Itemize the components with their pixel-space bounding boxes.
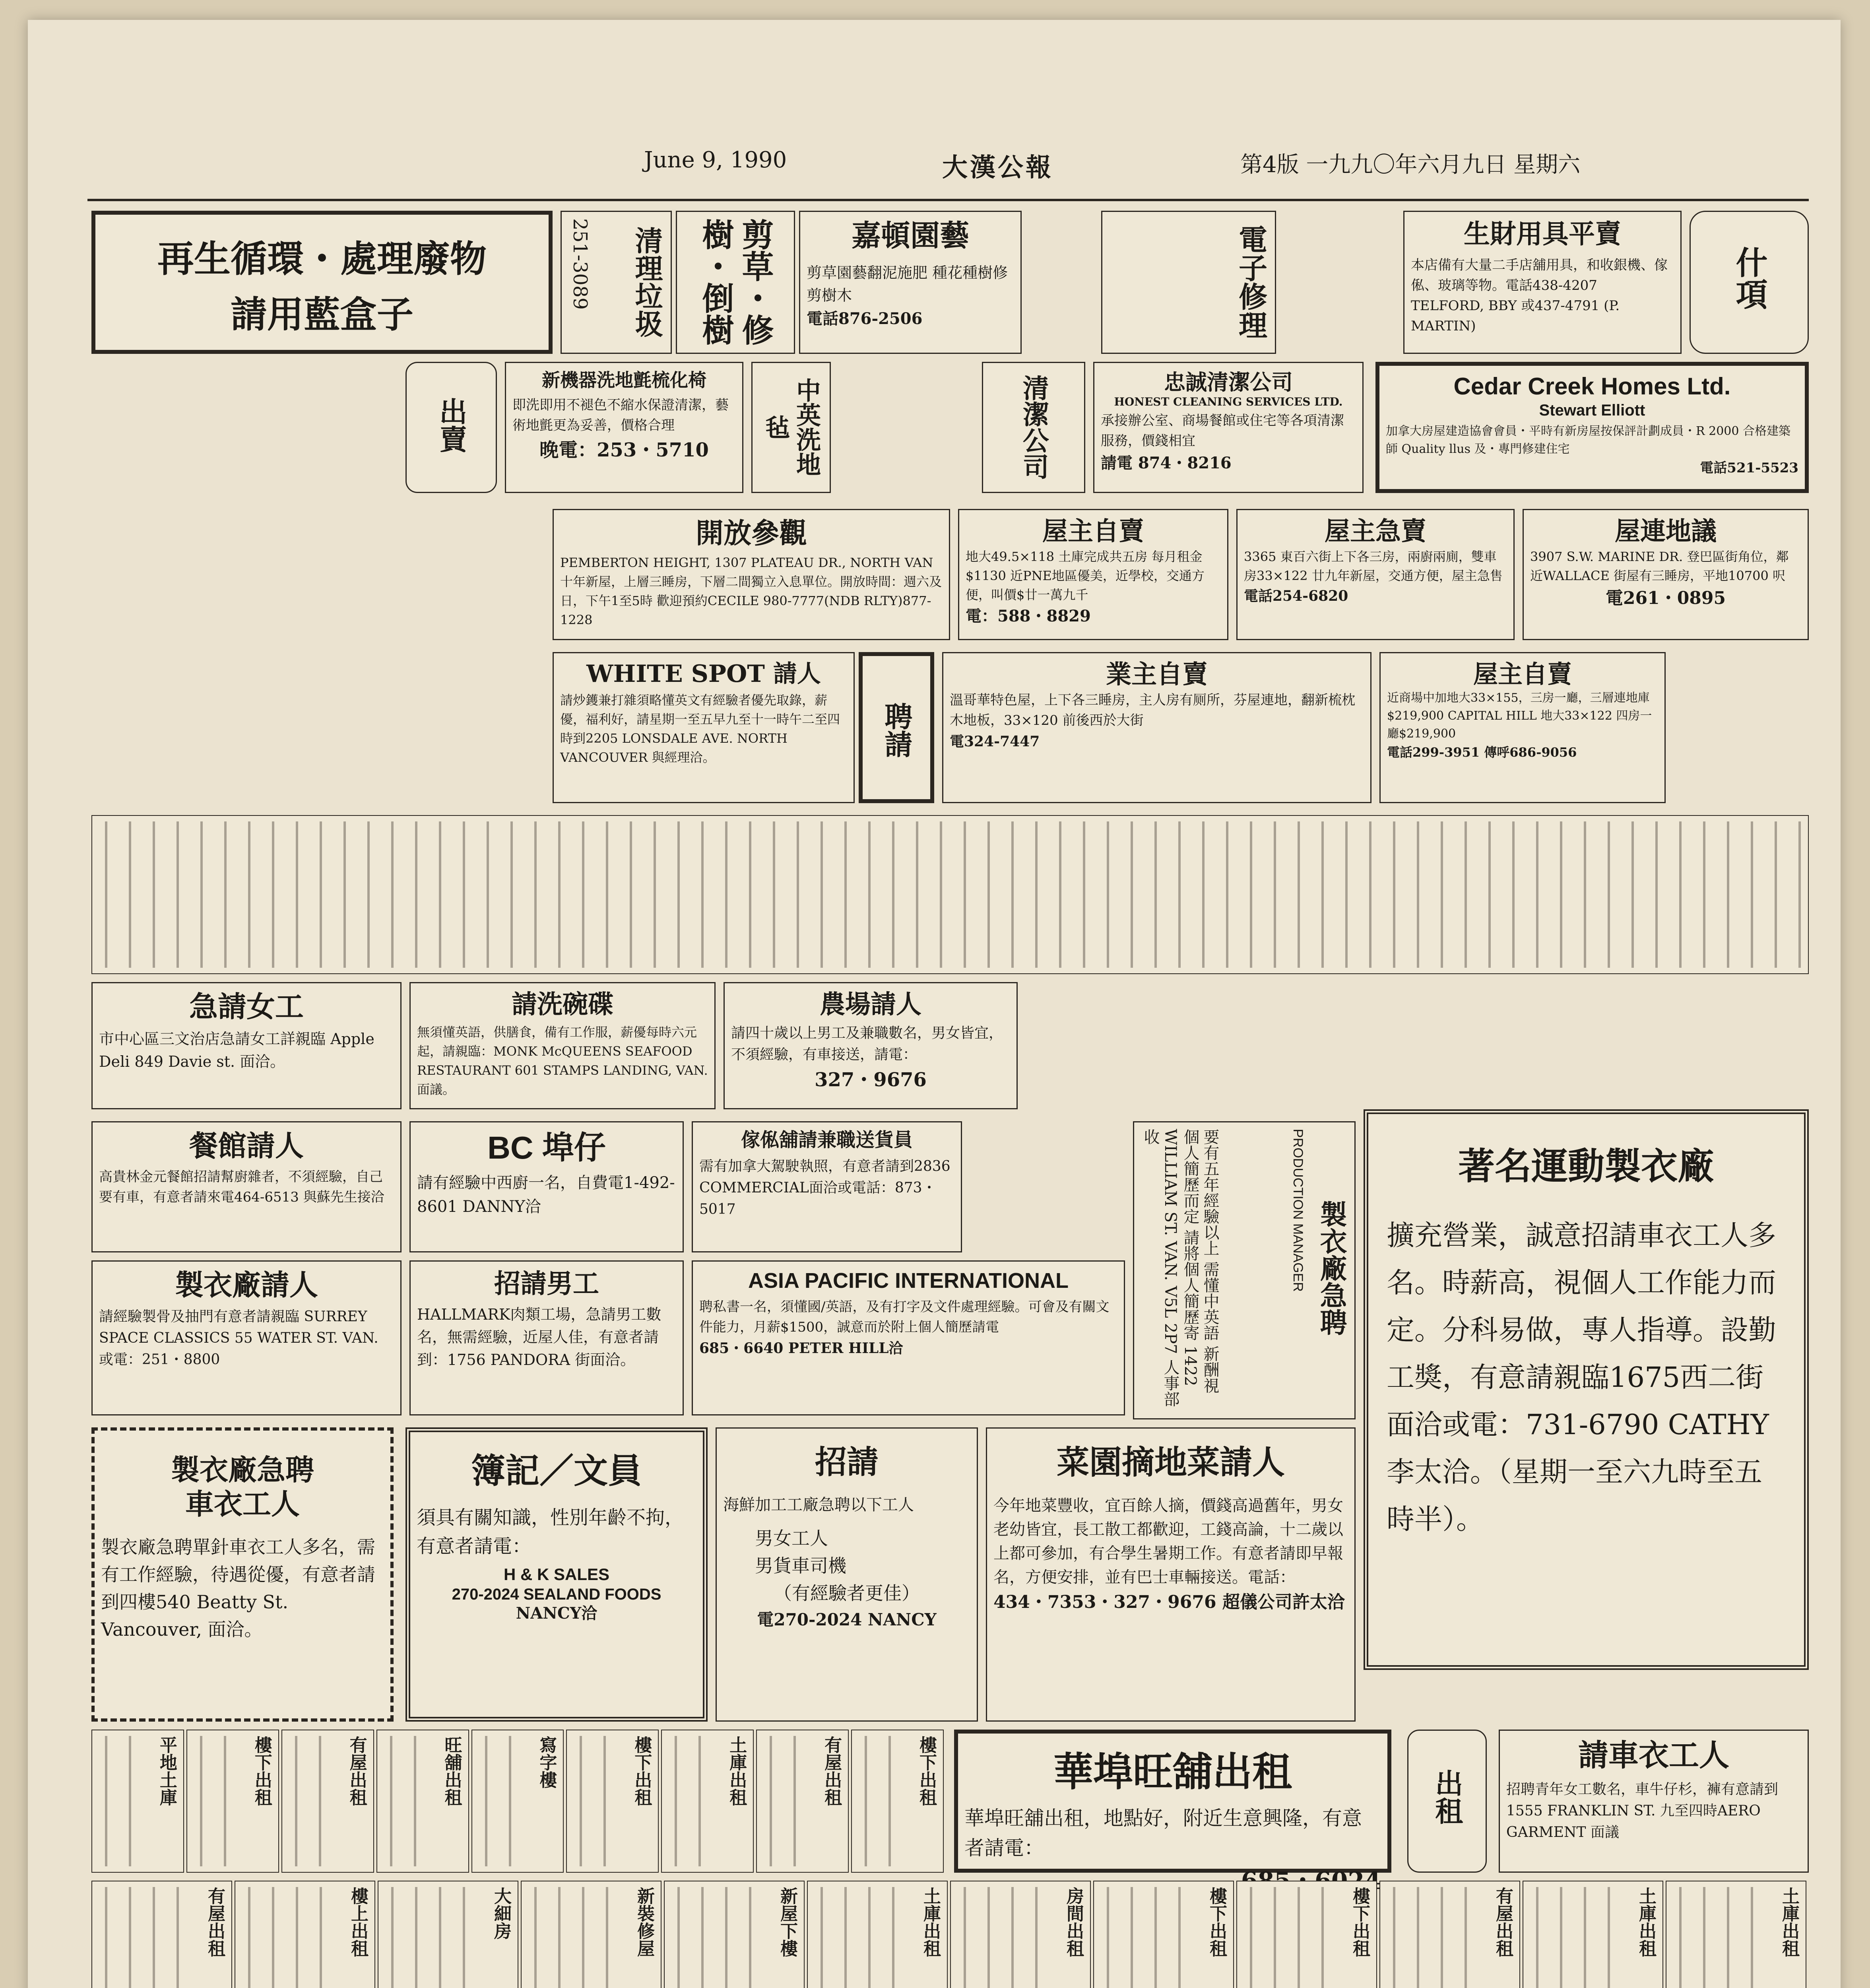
garden-phone: 電話876-2506 [807, 309, 923, 328]
rental-listing [186, 1730, 279, 1873]
recruit-label-box [859, 652, 934, 803]
listing-heading: 新裝修屋 [634, 1887, 654, 1957]
asia-pacific-ad [692, 1260, 1125, 1415]
urgent-sale-phone: 電話254-6820 [1244, 587, 1348, 604]
male-worker-title: 招請男工 [494, 1268, 599, 1299]
listing-text-columns [1670, 1887, 1754, 1988]
listing-text-columns [812, 1887, 895, 1988]
restaurant-hiring-title: 餐館請人 [189, 1129, 304, 1163]
listing-heading: 樓上出租 [348, 1887, 368, 1957]
male-worker-body: HALLMARK肉類工場，急請男工數名，無需經驗，近屋人佳，有意者請到：1756 PANDORA 街面洽。 [417, 1306, 661, 1369]
farm-title: 農場請人 [820, 990, 921, 1019]
owner-sale3-body: 近商場中加地大33×155，三房一廳，三層連地庫$219,900 CAPITAL HILL 地大33×122 四房一廳$219,900 [1387, 691, 1652, 741]
listing-heading: 新屋下樓 [777, 1887, 797, 1957]
garment-hiring-body: 請經驗製骨及抽門有意者請親臨 SURREY SPACE CLASSICS 55 WATER ST. VAN. 或電：251・8800 [99, 1309, 378, 1368]
chinatown-rent-ad [954, 1730, 1391, 1873]
listing-text-columns [955, 1887, 1038, 1988]
bookkeeper-address: 270-2024 SEALAND FOODS [452, 1585, 661, 1603]
listing-text-columns [1241, 1887, 1325, 1988]
misc-label-box [1690, 211, 1809, 354]
listing-text-columns [526, 1887, 609, 1988]
electronics-title: 電子修理 [1234, 225, 1268, 339]
rental-listing [521, 1881, 661, 1988]
garment-hiring-ad [91, 1260, 402, 1415]
production-manager-ad [1133, 1121, 1356, 1419]
listing-heading: 寫字樓 [536, 1736, 557, 1788]
machine-title: 新機器洗地氈梳化椅 [542, 369, 706, 391]
furniture-title: 傢俬舖請兼職送貨員 [741, 1129, 913, 1151]
owner-sale1-title: 屋主自賣 [1042, 516, 1144, 546]
garment-urgent-title: 製衣廠急聘 [171, 1453, 314, 1487]
listing-text-columns [669, 1887, 752, 1988]
seafood-note: （有經驗者更佳） [774, 1582, 920, 1604]
rental-listing [1236, 1881, 1377, 1988]
chinatown-rent-title: 華埠旺舖出租 [1053, 1748, 1292, 1795]
furniture-ad [692, 1121, 962, 1252]
cedar-title: Cedar Creek Homes Ltd. [1453, 373, 1731, 400]
mowing-title: 剪草・修樹・倒樹 [697, 218, 774, 346]
open-house-title: 開放參觀 [696, 516, 807, 549]
garden-ad [799, 211, 1022, 354]
owner-sale3-phone: 電話299-3951 傳呼686-9056 [1387, 745, 1577, 760]
garment-hiring-title: 製衣廠請人 [175, 1268, 318, 1302]
famous-garment-ad [1364, 1109, 1809, 1670]
listing-heading: 樓下出租 [916, 1736, 937, 1806]
honest-title: 忠誠清潔公司 [1164, 369, 1293, 395]
listing-text-columns [191, 1736, 227, 1866]
honest-phone: 請電 874・8216 [1101, 454, 1232, 473]
listing-heading: 樓下出租 [631, 1736, 652, 1806]
famous-garment-body: 擴充營業，誠意招請車衣工人多名。時薪高，視個人工作能力而定。分科易做，專人指導。設勤工獎，有意請親臨1675西二街面洽或電：731-6790 CATHY 李太洽。（星期一至六九時至五時半）。 [1387, 1219, 1776, 1536]
listing-text-columns [476, 1736, 512, 1866]
sewing-hiring-body: 招聘青年女工數名，車牛仔杉，褲有意請到1555 FRANKLIN ST. 九至四時AERO GARMENT 面議 [1506, 1781, 1779, 1841]
listing-heading: 有屋出租 [821, 1736, 842, 1806]
rental-listing [471, 1730, 564, 1873]
sale-label: 出賣 [435, 397, 468, 453]
seamstress-ad [91, 982, 402, 1109]
land-house-ad [1523, 509, 1809, 640]
white-spot-ad [553, 652, 855, 803]
owner-sale3-title: 屋主自賣 [1473, 660, 1572, 689]
header-date: June 9, 1990 [644, 147, 787, 173]
rental-listing [851, 1730, 944, 1873]
cedar-ad [1375, 362, 1809, 493]
restaurant-hiring-body: 高貴林金元餐館招請幫廚雜者，不須經驗，自己要有車，有意者請來電464-6513 與蘇先生接洽 [99, 1169, 384, 1206]
rent-label-box [1407, 1730, 1487, 1873]
listing-heading: 土庫出租 [920, 1887, 941, 1957]
owner-sale1-ad [958, 509, 1228, 640]
restaurant-hiring-ad [91, 1121, 402, 1252]
machine-body: 即洗即用不褪色不縮水保證清潔，藝術地氈更為妥善，價格合理 [512, 397, 729, 434]
listing-heading: 樓下出租 [1350, 1887, 1370, 1957]
machine-phone: 晚電：253・5710 [539, 439, 709, 462]
owner-sale2-body: 溫哥華特色屋，上下各三睡房，主人房有厕所，芬屋連地，翻新梳枕木地板，33×120 前後西於大街 [950, 692, 1355, 728]
goods-title: 生財用具平賣 [1464, 218, 1621, 249]
bookkeeper-company: H & K SALES [503, 1565, 610, 1584]
asia-pacific-phone: 685・6640 PETER HILL洽 [699, 1340, 903, 1357]
bookkeeper-body: 須具有關知識，性別年齡不拘，有意者請電： [417, 1507, 684, 1558]
goods-ad [1403, 211, 1682, 354]
seafood-item-2: 男貨車司機 [755, 1555, 846, 1576]
seafood-item-1: 男女工人 [755, 1528, 828, 1549]
rental-listing [1379, 1881, 1520, 1988]
open-house-ad [553, 509, 950, 640]
farm-ad [724, 982, 1018, 1109]
land-house-title: 屋連地議 [1615, 516, 1717, 546]
sewing-hiring-ad [1499, 1730, 1809, 1873]
rental-listing [281, 1730, 374, 1873]
electronics-ad [1101, 211, 1276, 354]
rental-listing [566, 1730, 659, 1873]
rental-listing [664, 1881, 805, 1988]
garment-urgent-subtitle: 車衣工人 [185, 1487, 300, 1521]
owner-sale1-phone: 電：588・8829 [966, 606, 1091, 625]
seafood-body: 海鮮加工工廠急聘以下工人 [723, 1496, 914, 1514]
seafood-ad [716, 1427, 978, 1722]
cleanup-phone: 251-3089 [569, 218, 591, 310]
recruit-label: 聘請 [880, 702, 913, 758]
owner-sale2-ad [942, 652, 1371, 803]
listing-text-columns [381, 1736, 417, 1866]
production-manager-role: PRODUCTION MANAGER [1290, 1129, 1306, 1292]
listing-text-columns [286, 1736, 322, 1866]
misc-label: 什項 [1730, 246, 1768, 310]
bc-chinatown-title: BC 埠仔 [487, 1130, 606, 1165]
white-spot-body: 請炒鑊兼打雜須略懂英文有經驗者優先取錄，薪優，福利好，請星期一至五早九至十一時午二至四時到2205 LONSDALE AVE. NORTH VANCOUVER 與經理洽。 [560, 693, 840, 765]
help-wanted-band [91, 815, 1809, 974]
carpet-ad [751, 362, 831, 493]
rental-listing [661, 1730, 754, 1873]
production-manager-body: 要有五年經驗以上 需懂中英語 新酬視個人簡歷而定 請將個人簡歷寄 1422 WILLIAM ST. VAN. V5L 2P7 人事部收 [1141, 1129, 1219, 1407]
asia-pacific-body: 聘私書一名，須懂國/英語，及有打字及文件處理經驗。可會及有關文件能力，月薪$1500，誠意而於附上個人簡歷請電 [699, 1299, 1110, 1335]
owner-sale1-body: 地大49.5×118 土庫完成共五房 每月租金$1130 近PNE地區優美，近學校，交通方便，叫價$廿一萬九千 [966, 549, 1205, 602]
newspaper-sheet [28, 20, 1841, 1988]
machine-ad [505, 362, 743, 493]
carpet-title: 中英洗地毡 [761, 378, 821, 476]
bookkeeper-title: 簿記／文員 [471, 1451, 642, 1491]
bookkeeper-ad [405, 1427, 708, 1722]
garden-body: 剪草園藝翻泥施肥 種花種樹修剪樹木 [807, 264, 1008, 304]
land-house-body: 3907 S.W. MARINE DR. 登巴區街角位，鄰近WALLACE 街屋有三睡房，平地10700 呎 [1530, 549, 1789, 583]
listing-heading: 樓下出租 [251, 1736, 272, 1806]
cleanup-ad [561, 211, 672, 354]
listing-heading: 樓下出租 [1207, 1887, 1227, 1957]
cleaning-co-title: 清潔公司 [1018, 375, 1049, 480]
listing-heading: 大細房 [491, 1887, 511, 1939]
rental-listing [378, 1881, 518, 1988]
listing-text-columns [1098, 1887, 1181, 1988]
listing-text-columns [761, 1736, 796, 1866]
honest-subtitle: HONEST CLEANING SERVICES LTD. [1114, 395, 1343, 408]
goods-body: 本店備有大量二手店舖用具，和收銀機、傢俬、玻璃等物。電話438-4207 TELFORD, BBY 或437-4791 (P. MARTIN) [1411, 257, 1668, 334]
asia-pacific-title: ASIA PACIFIC INTERNATIONAL [748, 1269, 1069, 1293]
cedar-body: 加拿大房屋建造協會會員・平時有新房屋按保評計劃成員・R 2000 合格建築師 Quality llus 及・專門修建住宅 [1386, 424, 1791, 456]
rent-label: 出租 [1430, 1769, 1464, 1825]
rental-listing [1523, 1881, 1663, 1988]
honest-ad [1093, 362, 1364, 493]
listing-heading: 房間出租 [1063, 1887, 1084, 1957]
cedar-name: Stewart Elliott [1539, 402, 1645, 419]
urgent-sale-title: 屋主急賣 [1325, 516, 1426, 546]
rental-listing [376, 1730, 469, 1873]
rental-listing [1666, 1881, 1806, 1988]
seamstress-title: 急請女工 [189, 990, 304, 1023]
bc-chinatown-body: 請有經驗中西廚一名，自費電1-492-8601 DANNY洽 [417, 1174, 675, 1216]
bookkeeper-contact: NANCY洽 [516, 1604, 597, 1623]
rental-listing [950, 1881, 1091, 1988]
listing-heading: 土庫出租 [1779, 1887, 1799, 1957]
production-manager-title: 製衣廠急聘 [1315, 1200, 1347, 1336]
listing-heading: 旺舖出租 [441, 1736, 462, 1806]
urgent-sale-ad [1236, 509, 1515, 640]
cleaning-co-ad [982, 362, 1085, 493]
recycle-title: 再生循環・處理廢物 [157, 237, 487, 280]
listing-text-columns [96, 1887, 180, 1988]
listing-heading: 有屋出租 [346, 1736, 367, 1806]
sewing-hiring-title: 請車衣工人 [1578, 1738, 1729, 1773]
listing-text-columns [382, 1887, 466, 1988]
listing-heading: 土庫出租 [726, 1736, 747, 1806]
listing-text-columns [666, 1736, 701, 1866]
listing-text-columns [239, 1887, 323, 1988]
vegetable-body: 今年地菜豐收，宜百餘人摘，價錢高過舊年，男女老幼皆宜，長工散工都歡迎，工錢高論，十二歲以上都可參加，有合學生暑期工作。有意者請即早報名，方便安排，並有巴士車輛接送。電話： [993, 1497, 1343, 1587]
furniture-body: 需有加拿大駕駛執照，有意者請到2836 COMMERCIAL面洽或電話：873・5017 [699, 1158, 951, 1217]
rental-listing [91, 1730, 184, 1873]
seamstress-body: 市中心區三文治店急請女工詳親臨 Apple Deli 849 Davie st. 面洽。 [99, 1030, 374, 1071]
page-header [87, 139, 1809, 199]
listing-text-columns [96, 1736, 132, 1866]
garment-urgent-body: 製衣廠急聘單針車衣工人多名，需有工作經驗，待遇從優，有意者請到四樓540 Beatty St. Vancouver, 面洽。 [101, 1536, 375, 1640]
vegetable-ad [986, 1427, 1356, 1722]
vegetable-title: 菜園摘地菜請人 [1056, 1443, 1285, 1481]
listing-heading: 平地土庫 [156, 1736, 177, 1806]
rental-listing [1093, 1881, 1234, 1988]
rental-listing [807, 1881, 948, 1988]
garment-urgent-ad [91, 1427, 394, 1722]
rental-listing [91, 1881, 232, 1988]
listing-text-columns [571, 1736, 606, 1866]
listing-text-columns [1527, 1887, 1611, 1988]
rental-listing [235, 1881, 375, 1988]
white-spot-title: WHITE SPOT 請人 [586, 660, 821, 688]
land-house-phone: 電261・0895 [1605, 588, 1726, 608]
seafood-phone: 電270-2024 NANCY [757, 1610, 937, 1629]
listing-heading: 有屋出租 [1493, 1887, 1513, 1957]
farm-body: 請四十歲以上男工及兼職數名，男女皆宜，不須經驗，有車接送，請電： [731, 1025, 1003, 1063]
cleanup-title: 清理垃圾 [630, 226, 663, 338]
owner-sale3-ad [1379, 652, 1666, 803]
issue-line: 第4版 一九九〇年六月九日 星期六 [1240, 152, 1581, 178]
listing-text-columns [856, 1736, 891, 1866]
bc-chinatown-ad [409, 1121, 684, 1252]
garden-title: 嘉頓園藝 [852, 219, 969, 253]
sale-label-box [405, 362, 497, 493]
honest-body: 承接辦公室、商場餐館或住宅等各項清潔服務，價錢相宜 [1101, 413, 1344, 449]
dishwasher-body: 無須懂英語，供膳食，備有工作服，薪優每時六元起，請親臨：MONK McQUEENS SEAFOOD RESTAURANT 601 STAMPS LANDING, VAN. 面議。 [417, 1024, 708, 1097]
vegetable-phone: 434・7353・327・9676 超儀公司許太洽 [993, 1592, 1345, 1613]
recycle-ad [91, 211, 553, 354]
dishwasher-ad [409, 982, 716, 1109]
listing-heading: 土庫出租 [1636, 1887, 1656, 1957]
owner-sale2-title: 業主自賣 [1106, 660, 1208, 689]
mowing-ad [676, 211, 795, 354]
rental-listing [756, 1730, 849, 1873]
cedar-phone: 電話521-5523 [1700, 460, 1798, 476]
chinatown-rent-body: 華埠旺舖出租，地點好，附近生意興隆，有意者請電： [964, 1807, 1362, 1860]
male-worker-ad [409, 1260, 684, 1415]
header-rule [87, 199, 1809, 201]
owner-sale2-phone: 電324-7447 [950, 733, 1040, 750]
seafood-title: 招請 [815, 1443, 879, 1481]
listing-text-columns [1384, 1887, 1468, 1988]
help-wanted-text-columns [96, 821, 1804, 968]
farm-phone: 327・9676 [815, 1068, 927, 1091]
open-house-body: PEMBERTON HEIGHT, 1307 PLATEAU DR., NORTH VAN 十年新屋，上層三睡房，下層二間獨立入息單位。開放時間：週六及日，下午1至5時 歡迎預約CECILE 980-7777(NDB RLTY)877-1228 [560, 555, 942, 627]
paper-name: 大漢公報 [942, 153, 1053, 182]
recycle-subtitle: 請用藍盒子 [230, 293, 413, 336]
urgent-sale-body: 3365 東百六街上下各三房，兩廚兩廁，雙車房33×122 廿九年新屋，交通方便，屋主急售 [1244, 549, 1503, 583]
listing-heading: 有屋出租 [205, 1887, 225, 1957]
dishwasher-title: 請洗碗碟 [512, 990, 613, 1019]
famous-garment-title: 著名運動製衣廠 [1458, 1145, 1714, 1188]
